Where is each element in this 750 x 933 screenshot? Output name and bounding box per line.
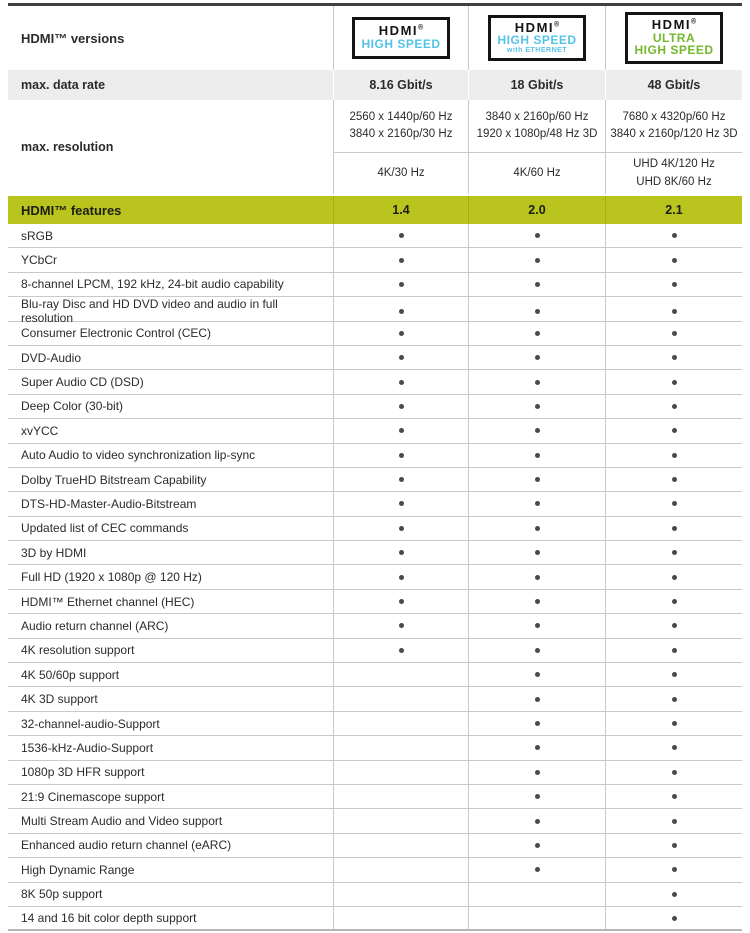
badge-ethernet-label: with ETHERNET — [506, 46, 568, 54]
feature-support-hdmi21 — [605, 639, 742, 662]
hdmi-logo-text: HDMI® — [378, 23, 424, 39]
badge-cell-hdmi14 — [333, 6, 468, 70]
feature-support-hdmi20 — [468, 883, 605, 906]
feature-support-hdmi20 — [468, 761, 605, 784]
support-dot — [399, 550, 404, 555]
feature-row — [8, 565, 742, 589]
feature-support-hdmi20 — [468, 541, 605, 564]
resolution-subrow-native — [333, 100, 742, 152]
badge-speed-label: HIGH SPEED — [634, 43, 714, 58]
badge-cell-hdmi20 — [468, 6, 605, 70]
feature-label: Enhanced audio return channel (eARC) — [21, 838, 232, 853]
support-dot — [672, 745, 677, 750]
support-dot — [399, 355, 404, 360]
feature-label: Auto Audio to video synchronization lip-sync — [21, 448, 256, 463]
feature-support-hdmi21 — [605, 590, 742, 613]
support-dot — [672, 770, 677, 775]
feature-support-hdmi14 — [333, 687, 468, 710]
support-dot — [672, 916, 677, 921]
feature-support-hdmi20 — [468, 614, 605, 637]
feature-support-hdmi14 — [333, 273, 468, 296]
feature-label: DTS-HD-Master-Audio-Bitstream — [21, 496, 197, 511]
feature-support-hdmi21 — [605, 224, 742, 247]
feature-row — [8, 614, 742, 638]
feature-support-hdmi14 — [333, 541, 468, 564]
feature-support-hdmi21 — [605, 468, 742, 491]
feature-support-hdmi14 — [333, 663, 468, 686]
feature-support-hdmi14 — [333, 590, 468, 613]
feature-row — [8, 858, 742, 882]
support-dot — [535, 623, 540, 628]
feature-row — [8, 297, 742, 326]
feature-support-hdmi21 — [605, 687, 742, 710]
feature-support-hdmi14 — [333, 517, 468, 540]
support-dot — [535, 550, 540, 555]
support-dot — [399, 623, 404, 628]
feature-row — [8, 492, 742, 516]
feature-support-hdmi20 — [468, 346, 605, 369]
feature-row — [8, 541, 742, 565]
feature-row — [8, 761, 742, 785]
resolution-value: 7680 x 4320p/60 Hz 3840 x 2160p/120 Hz 3D — [605, 100, 742, 152]
feature-support-hdmi14 — [333, 322, 468, 345]
support-dot — [672, 282, 677, 287]
support-dot — [535, 477, 540, 482]
feature-support-hdmi21 — [605, 761, 742, 784]
support-dot — [399, 453, 404, 458]
badge-cell-hdmi21 — [605, 6, 742, 70]
data-rate-hdmi21: 48 Gbit/s — [605, 70, 742, 100]
support-dot — [399, 477, 404, 482]
support-dot — [672, 648, 677, 653]
data-rate-hdmi20: 18 Gbit/s — [468, 70, 605, 100]
feature-label: 4K 3D support — [21, 692, 98, 707]
feature-support-hdmi21 — [605, 785, 742, 808]
feature-support-hdmi20 — [468, 834, 605, 857]
hdmi-comparison-table — [8, 3, 742, 931]
support-dot — [672, 892, 677, 897]
feature-label: 4K 50/60p support — [21, 667, 120, 682]
feature-support-hdmi21 — [605, 712, 742, 735]
support-dot — [672, 453, 677, 458]
support-dot — [535, 380, 540, 385]
support-dot — [672, 623, 677, 628]
feature-support-hdmi21 — [605, 370, 742, 393]
support-dot — [672, 697, 677, 702]
versions-row-label: HDMI™ versions — [21, 30, 125, 46]
feature-row — [8, 785, 742, 809]
feature-support-hdmi20 — [468, 444, 605, 467]
resolution-row — [8, 100, 742, 194]
support-dot — [399, 233, 404, 238]
support-dot — [535, 404, 540, 409]
feature-support-hdmi14 — [333, 761, 468, 784]
features-header-row — [8, 196, 742, 224]
hdmi-logo-text: HDMI® — [651, 17, 697, 33]
resolution-value: 4K/30 Hz — [333, 153, 468, 194]
badge-speed-label: ULTRA — [652, 30, 696, 45]
feature-support-hdmi21 — [605, 736, 742, 759]
feature-rows — [8, 224, 742, 931]
feature-support-hdmi14 — [333, 346, 468, 369]
support-dot — [535, 770, 540, 775]
feature-support-hdmi20 — [468, 224, 605, 247]
feature-support-hdmi14 — [333, 565, 468, 588]
feature-support-hdmi14 — [333, 712, 468, 735]
support-dot — [672, 258, 677, 263]
support-dot — [535, 331, 540, 336]
feature-support-hdmi21 — [605, 444, 742, 467]
feature-label: Audio return channel (ARC) — [21, 618, 169, 633]
version-number-hdmi20: 2.0 — [468, 196, 605, 224]
features-header-label: HDMI™ features — [21, 202, 122, 218]
hdmi-high-speed-badge — [352, 17, 450, 59]
versions-row — [8, 6, 742, 70]
support-dot — [535, 258, 540, 263]
feature-support-hdmi20 — [468, 492, 605, 515]
support-dot — [535, 428, 540, 433]
support-dot — [399, 404, 404, 409]
feature-support-hdmi20 — [468, 907, 605, 929]
resolution-value: 2560 x 1440p/60 Hz 3840 x 2160p/30 Hz — [333, 100, 468, 152]
feature-label: Deep Color (30-bit) — [21, 399, 124, 414]
support-dot — [672, 309, 677, 314]
feature-support-hdmi14 — [333, 492, 468, 515]
resolution-subrow-uhd — [333, 152, 742, 194]
feature-row — [8, 346, 742, 370]
hdmi-ultra-high-speed-badge — [625, 12, 723, 64]
feature-support-hdmi21 — [605, 273, 742, 296]
support-dot — [672, 575, 677, 580]
badge-speed-label: HIGH SPEED — [497, 33, 577, 48]
feature-support-hdmi14 — [333, 834, 468, 857]
feature-row — [8, 273, 742, 297]
support-dot — [535, 233, 540, 238]
support-dot — [535, 526, 540, 531]
feature-label: Blu-ray Disc and HD DVD video and audio in full resolution — [21, 297, 278, 326]
support-dot — [399, 575, 404, 580]
support-dot — [672, 721, 677, 726]
resolution-label: max. resolution — [21, 140, 114, 154]
support-dot — [535, 355, 540, 360]
feature-label: Updated list of CEC commands — [21, 521, 189, 536]
feature-label: Full HD (1920 x 1080p @ 120 Hz) — [21, 570, 202, 585]
feature-row — [8, 834, 742, 858]
feature-support-hdmi21 — [605, 346, 742, 369]
support-dot — [535, 819, 540, 824]
feature-support-hdmi20 — [468, 736, 605, 759]
feature-support-hdmi14 — [333, 224, 468, 247]
feature-support-hdmi21 — [605, 858, 742, 881]
hdmi-high-speed-ethernet-badge — [488, 15, 586, 62]
feature-support-hdmi21 — [605, 907, 742, 929]
feature-support-hdmi14 — [333, 419, 468, 442]
support-dot — [672, 819, 677, 824]
feature-row — [8, 248, 742, 272]
feature-row — [8, 395, 742, 419]
feature-support-hdmi20 — [468, 273, 605, 296]
support-dot — [535, 721, 540, 726]
feature-row — [8, 712, 742, 736]
support-dot — [399, 501, 404, 506]
feature-support-hdmi21 — [605, 395, 742, 418]
feature-row — [8, 809, 742, 833]
support-dot — [672, 672, 677, 677]
support-dot — [535, 745, 540, 750]
support-dot — [535, 867, 540, 872]
feature-support-hdmi20 — [468, 248, 605, 271]
support-dot — [399, 526, 404, 531]
feature-support-hdmi21 — [605, 517, 742, 540]
feature-support-hdmi20 — [468, 590, 605, 613]
support-dot — [672, 233, 677, 238]
feature-row — [8, 639, 742, 663]
feature-support-hdmi20 — [468, 858, 605, 881]
feature-support-hdmi14 — [333, 444, 468, 467]
version-number-hdmi14: 1.4 — [333, 196, 468, 224]
feature-label: 1536-kHz-Audio-Support — [21, 740, 154, 755]
feature-label: YCbCr — [21, 253, 58, 268]
feature-support-hdmi14 — [333, 883, 468, 906]
feature-support-hdmi20 — [468, 639, 605, 662]
support-dot — [399, 309, 404, 314]
support-dot — [672, 550, 677, 555]
support-dot — [672, 331, 677, 336]
resolution-value: UHD 4K/120 Hz UHD 8K/60 Hz — [605, 153, 742, 194]
feature-row — [8, 687, 742, 711]
feature-label: 32-channel-audio-Support — [21, 716, 160, 731]
feature-label: Super Audio CD (DSD) — [21, 375, 144, 390]
feature-support-hdmi21 — [605, 614, 742, 637]
feature-support-hdmi20 — [468, 419, 605, 442]
feature-support-hdmi21 — [605, 883, 742, 906]
support-dot — [535, 575, 540, 580]
hdmi-logo-text: HDMI® — [514, 19, 560, 35]
support-dot — [535, 843, 540, 848]
feature-support-hdmi14 — [333, 395, 468, 418]
feature-row — [8, 663, 742, 687]
feature-support-hdmi14 — [333, 468, 468, 491]
feature-support-hdmi21 — [605, 419, 742, 442]
feature-support-hdmi21 — [605, 248, 742, 271]
support-dot — [399, 428, 404, 433]
support-dot — [672, 867, 677, 872]
feature-label: xvYCC — [21, 423, 59, 438]
feature-support-hdmi21 — [605, 541, 742, 564]
feature-label: 8K 50p support — [21, 887, 103, 902]
data-rate-row — [8, 70, 742, 100]
support-dot — [535, 648, 540, 653]
feature-label: 3D by HDMI — [21, 545, 87, 560]
feature-support-hdmi14 — [333, 907, 468, 929]
feature-support-hdmi20 — [468, 809, 605, 832]
feature-row — [8, 370, 742, 394]
feature-support-hdmi20 — [468, 663, 605, 686]
feature-label: High Dynamic Range — [21, 862, 135, 877]
badge-speed-label: HIGH SPEED — [361, 37, 441, 52]
feature-support-hdmi20 — [468, 370, 605, 393]
feature-support-hdmi14 — [333, 639, 468, 662]
support-dot — [535, 453, 540, 458]
support-dot — [535, 794, 540, 799]
feature-support-hdmi21 — [605, 809, 742, 832]
resolution-value: 3840 x 2160p/60 Hz 1920 x 1080p/48 Hz 3D — [468, 100, 605, 152]
feature-support-hdmi20 — [468, 687, 605, 710]
feature-row — [8, 322, 742, 346]
feature-label: 21:9 Cinemascope support — [21, 789, 165, 804]
feature-label: DVD-Audio — [21, 350, 82, 365]
resolution-value: 4K/60 Hz — [468, 153, 605, 194]
data-rate-hdmi14: 8.16 Gbit/s — [333, 70, 468, 100]
feature-support-hdmi21 — [605, 663, 742, 686]
support-dot — [399, 331, 404, 336]
feature-label: Consumer Electronic Control (CEC) — [21, 326, 212, 341]
feature-row — [8, 517, 742, 541]
support-dot — [535, 501, 540, 506]
feature-row — [8, 883, 742, 907]
feature-row — [8, 907, 742, 931]
feature-label: Multi Stream Audio and Video support — [21, 814, 223, 829]
support-dot — [399, 648, 404, 653]
feature-support-hdmi20 — [468, 322, 605, 345]
feature-support-hdmi20 — [468, 565, 605, 588]
feature-label: HDMI™ Ethernet channel (HEC) — [21, 594, 195, 609]
feature-label: Dolby TrueHD Bitstream Capability — [21, 472, 207, 487]
feature-support-hdmi21 — [605, 492, 742, 515]
feature-label: 4K resolution support — [21, 643, 135, 658]
support-dot — [672, 526, 677, 531]
feature-label: sRGB — [21, 228, 54, 243]
support-dot — [535, 282, 540, 287]
feature-support-hdmi20 — [468, 785, 605, 808]
feature-support-hdmi14 — [333, 614, 468, 637]
support-dot — [672, 501, 677, 506]
feature-label: 14 and 16 bit color depth support — [21, 911, 197, 926]
feature-support-hdmi14 — [333, 370, 468, 393]
support-dot — [535, 599, 540, 604]
support-dot — [672, 794, 677, 799]
feature-label: 8-channel LPCM, 192 kHz, 24-bit audio capability — [21, 277, 284, 292]
feature-support-hdmi20 — [468, 712, 605, 735]
support-dot — [399, 282, 404, 287]
support-dot — [399, 599, 404, 604]
feature-support-hdmi21 — [605, 322, 742, 345]
feature-support-hdmi14 — [333, 785, 468, 808]
support-dot — [535, 309, 540, 314]
feature-row — [8, 590, 742, 614]
feature-row — [8, 468, 742, 492]
feature-support-hdmi21 — [605, 834, 742, 857]
feature-support-hdmi21 — [605, 565, 742, 588]
feature-support-hdmi14 — [333, 736, 468, 759]
feature-label: 1080p 3D HFR support — [21, 765, 145, 780]
feature-row — [8, 224, 742, 248]
support-dot — [535, 697, 540, 702]
support-dot — [672, 428, 677, 433]
feature-support-hdmi20 — [468, 517, 605, 540]
feature-support-hdmi20 — [468, 468, 605, 491]
support-dot — [399, 258, 404, 263]
feature-row — [8, 444, 742, 468]
feature-support-hdmi20 — [468, 395, 605, 418]
support-dot — [672, 477, 677, 482]
feature-support-hdmi14 — [333, 809, 468, 832]
support-dot — [672, 843, 677, 848]
feature-row — [8, 736, 742, 760]
support-dot — [399, 380, 404, 385]
feature-row — [8, 419, 742, 443]
support-dot — [672, 380, 677, 385]
data-rate-label: max. data rate — [21, 78, 106, 92]
support-dot — [672, 355, 677, 360]
support-dot — [672, 599, 677, 604]
support-dot — [672, 404, 677, 409]
feature-support-hdmi14 — [333, 858, 468, 881]
support-dot — [535, 672, 540, 677]
version-number-hdmi21: 2.1 — [605, 196, 742, 224]
feature-support-hdmi14 — [333, 248, 468, 271]
